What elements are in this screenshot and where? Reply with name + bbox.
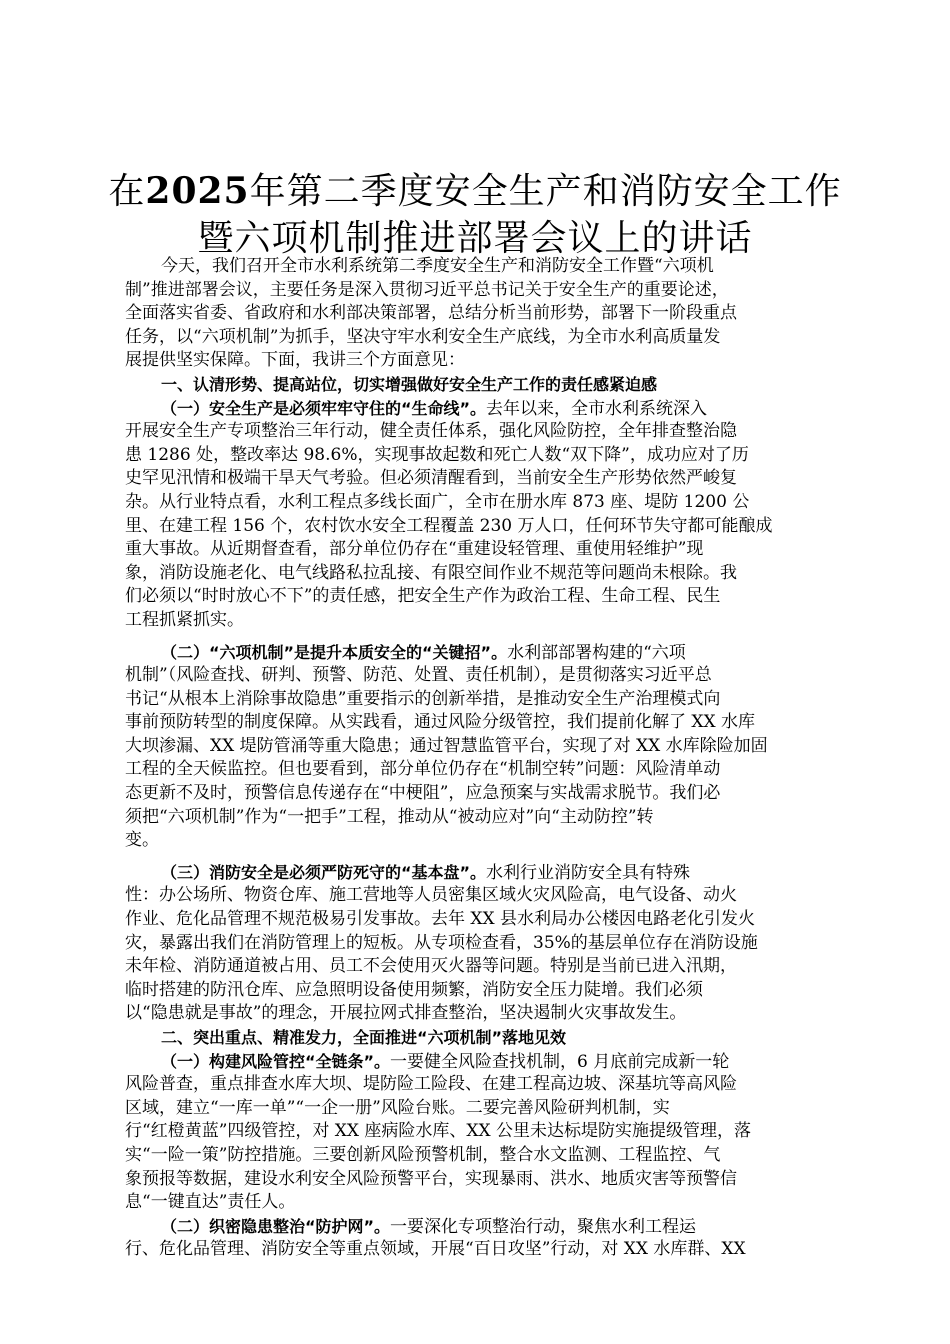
text-run: 水利行业消防安全具有特殊 [486, 862, 691, 883]
text-line: 史罕见汛情和极端干旱天气考验。但必须清醒看到，当前安全生产形势依然严峻复 [125, 468, 737, 489]
text-line: 展提供坚实保障。下面，我讲三个方面意见： [125, 350, 465, 371]
text-line: 象预报等数据，建设水利安全风险预警平台，实现暴雨、洪水、地质灾害等预警信 [125, 1168, 737, 1189]
title-prefix: 在 [108, 171, 146, 212]
text-line: 全面落实省委、省政府和水利部决策部署，总结分析当前形势，部署下一阶段重点 [125, 303, 737, 324]
text-line: 行、危化品管理、消防安全等重点领域，开展“百日攻坚”行动，对 XX 水库群、XX [125, 1239, 746, 1260]
title-year: 2025 [145, 170, 250, 212]
text-line: 书记“从根本上消除事故隐患”重要指示的创新举措，是推动安全生产治理模式向 [125, 688, 721, 709]
text-line: 作业、危化品管理不规范极易引发事故。去年 XX 县水利局办公楼因电路老化引发火 [125, 909, 756, 930]
text-line: 行“红橙黄蓝”四级管控，对 XX 座病险水库、XX 公里未达标堤防实施提级管理，落 [125, 1121, 752, 1142]
paragraph-1-1 [125, 397, 835, 633]
text-line: 须把“六项机制”作为“一把手”工程，推动从“被动应对”向“主动防控”转 [125, 806, 654, 827]
text-line: 事前预防转型的制度保障。从实践看，通过风险分级管控，我们提前化解了 XX 水库 [125, 712, 756, 733]
paragraph-lead: （二）“六项机制”是提升本质安全的“关键招”。 [161, 642, 508, 662]
text-line: 性：办公场所、物资仓库、施工营地等人员密集区域火灾风险高，电气设备、动火 [125, 885, 737, 906]
text-line: 变。 [125, 830, 159, 851]
paragraph-1-3 [125, 861, 835, 1026]
text-line: 工程抓紧抓实。 [125, 609, 244, 630]
document-body [125, 255, 835, 1262]
paragraph-lead: （三）消防安全是必须严防死守的“基本盘”。 [161, 862, 487, 882]
paragraph-2-2 [125, 1215, 835, 1262]
document-title-line-1 [0, 168, 950, 215]
intro-paragraph [125, 255, 835, 373]
paragraph-1-2 [125, 641, 835, 853]
text-run: 去年以来，全市水利系统深入 [486, 398, 708, 419]
paragraph-lead: （二）织密隐患整治“防护网”。 [161, 1216, 391, 1236]
text-line: 工程的全天候监控。但也要看到，部分单位仍存在“机制空转”问题：风险清单动 [125, 759, 721, 780]
text-line: 大坝渗漏、XX 堤防管涌等重大隐患；通过智慧监管平台，实现了对 XX 水库除险加固 [125, 735, 768, 756]
text-run: 一要健全风险查找机制，6 月底前完成新一轮 [390, 1051, 730, 1072]
text-line: 象，消防设施老化、电气线路私拉乱接、有限空间作业不规范等问题尚未根除。我 [125, 562, 737, 583]
text-line: 未年检、消防通道被占用、员工不会使用灭火器等问题。特别是当前已进入汛期， [125, 956, 737, 977]
text-line: 们必须以“时时放心不下”的责任感，把安全生产作为政治工程、生命工程、民生 [125, 586, 721, 607]
text-line: 风险普查，重点排查水库大坝、堤防险工险段、在建工程高边坡、深基坑等高风险 [125, 1074, 737, 1095]
text-line: 今天，我们召开全市水利系统第二季度安全生产和消防安全工作暨“六项机 [161, 256, 714, 276]
text-line: 制”推进部署会议，主要任务是深入贯彻习近平总书记关于安全生产的重要论述， [125, 279, 729, 300]
paragraph-lead: （一）安全生产是必须牢牢守住的“生命线”。 [161, 398, 487, 418]
text-line: 机制”（风险查找、研判、预警、防范、处置、责任机制），是贯彻落实习近平总 [125, 665, 712, 686]
title-suffix: 年第二季度安全生产和消防安全工作 [249, 171, 842, 212]
text-line: 重大事故。从近期督查看，部分单位仍存在“重建设轻管理、重使用轻维护”现 [125, 539, 704, 560]
document-title-line-2: 暨六项机制推进部署会议上的讲话 [197, 218, 753, 259]
text-line: 里、在建工程 156 个，农村饮水安全工程覆盖 230 万人口，任何环节失守都可能酿成 [125, 515, 773, 536]
text-run: 一要深化专项整治行动，聚焦水利工程运 [390, 1216, 697, 1237]
paragraph-2-1 [125, 1050, 835, 1215]
section-heading-1: 一、认清形势、提高站位，切实增强做好安全生产工作的责任感紧迫感 [161, 374, 658, 394]
paragraph-lead: （一）构建风险管控“全链条”。 [161, 1051, 391, 1071]
text-line: 区域，建立“一库一单”“一企一册”风险台账。二要完善风险研判机制，实 [125, 1097, 670, 1118]
text-line: 杂。从行业特点看，水利工程点多线长面广，全市在册水库 873 座、堤防 1200 公 [125, 491, 750, 512]
text-line: 息“一键直达”责任人。 [125, 1192, 296, 1213]
text-line: 患 1286 处，整改率达 98.6%，实现事故起数和死亡人数“双下降”，成功应对了历 [125, 444, 749, 465]
text-line: 实“一险一策”防控措施。三要创新风险预警机制，整合水文监测、工程监控、气 [125, 1144, 721, 1165]
text-line: 灾，暴露出我们在消防管理上的短板。从专项检查看，35%的基层单位存在消防设施 [125, 932, 758, 953]
text-line: 以“隐患就是事故”的理念，开展拉网式排查整治，坚决遏制火灾事故发生。 [125, 1003, 687, 1024]
section-heading-2: 二、突出重点、精准发力，全面推进“六项机制”落地见效 [161, 1028, 567, 1047]
text-line: 开展安全生产专项整治三年行动，健全责任体系，强化风险防控，全年排查整治隐 [125, 421, 737, 442]
text-line: 临时搭建的防汛仓库、应急照明设备使用频繁，消防安全压力陡增。我们必须 [125, 979, 703, 1000]
text-line: 态更新不及时，预警信息传递存在“中梗阻”，应急预案与实战需求脱节。我们必 [125, 783, 721, 804]
text-line: 任务，以“六项机制”为抓手，坚决守牢水利安全生产底线，为全市水利高质量发 [125, 326, 721, 347]
text-run: 水利部部署构建的“六项 [507, 642, 686, 663]
